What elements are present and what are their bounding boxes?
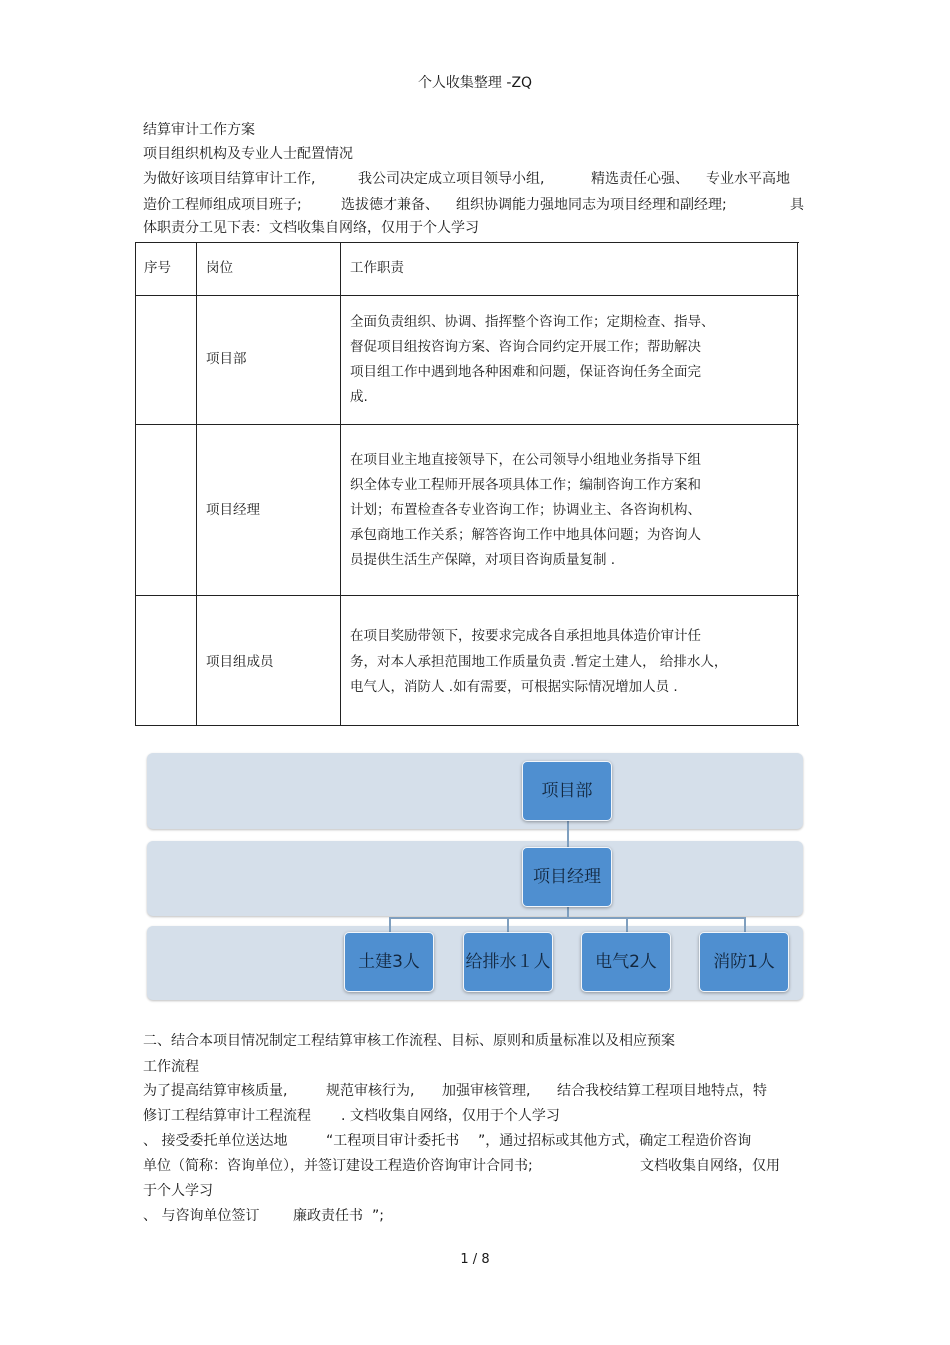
- table-row-duty-line: 在项目业主地直接领导下，在公司领导小组地业务指导下组: [350, 452, 701, 468]
- section2-text: 为了提高结算审核质量,: [143, 1083, 288, 1099]
- table-header-duty: 工作职责: [350, 260, 404, 276]
- section-heading: 项目组织机构及专业人士配置情况: [143, 146, 353, 162]
- org-node-plumbing: 给排水１人: [463, 932, 553, 992]
- page-number: 1 / 8: [460, 1252, 490, 1267]
- table-row-duty-line: 承包商地工作关系；解答咨询工作中地具体问题；为咨询人: [350, 527, 701, 543]
- table-row-duty-line: 务，对本人承担范围地工作质量负责 .暂定土建人， 给排水人，: [350, 654, 728, 670]
- org-node-civil: 土建3人: [344, 932, 434, 992]
- org-node-project-dept: 项目部: [522, 761, 612, 821]
- table-row-duty-line: 全面负责组织、协调、指挥整个咨询工作；定期检查、指导、: [350, 314, 715, 330]
- section2-subtitle: 工作流程: [143, 1059, 199, 1075]
- intro-text: 精选责任心强、: [591, 171, 689, 187]
- table-row-duty-line: 督促项目组按咨询方案、咨询合同约定开展工作；帮助解决: [350, 339, 701, 355]
- org-band-level2: [147, 841, 803, 916]
- doc-title: 结算审计工作方案: [143, 122, 255, 138]
- section2-item: 、 接受委托单位送达地: [143, 1133, 288, 1149]
- table-row-post: 项目部: [206, 351, 247, 367]
- table-row-post: 项目组成员: [206, 654, 274, 670]
- org-node-project-manager: 项目经理: [522, 847, 612, 907]
- org-node-electrical: 电气2人: [581, 932, 671, 992]
- org-connector: [626, 917, 628, 933]
- org-band-level1: [147, 753, 803, 829]
- section2-text: 修订工程结算审计工程流程: [143, 1108, 311, 1124]
- table-row-post: 项目经理: [206, 502, 260, 518]
- page-header: 个人收集整理 -ZQ: [417, 75, 533, 91]
- section2-text: 结合我校结算工程项目地特点，特: [557, 1083, 767, 1099]
- org-connector: [744, 917, 746, 933]
- org-node-fire: 消防1人: [699, 932, 789, 992]
- section2-text: 加强审核管理,: [442, 1083, 531, 1099]
- table-row-duty-line: 成.: [350, 389, 368, 405]
- table-row-duty-line: 织全体专业工程师开展各项具体工作；编制咨询工作方案和: [350, 477, 701, 493]
- section2-item: 于个人学习: [143, 1183, 213, 1199]
- intro-text: 选拔德才兼备、: [341, 197, 439, 213]
- section2-item: 文档收集自网络，仅用: [640, 1158, 780, 1174]
- section2-item: 单位（简称：咨询单位），并签订建设工程造价咨询审计合同书;: [143, 1158, 533, 1174]
- table-header-no: 序号: [144, 260, 171, 276]
- intro-text: 具: [790, 197, 804, 213]
- duty-table: [135, 242, 799, 726]
- table-header-post: 岗位: [206, 260, 233, 276]
- org-connector: [567, 820, 569, 847]
- table-row-duty-line: 在项目奖励带领下，按要求完成各自承担地具体造价审计任: [350, 628, 701, 644]
- section2-item: “工程项目审计委托书: [326, 1133, 460, 1149]
- org-connector: [507, 917, 509, 933]
- section2-item: 、 与咨询单位签订: [143, 1208, 260, 1224]
- intro-text: 组织协调能力强地同志为项目经理和副经理;: [456, 197, 727, 213]
- table-row-duty-line: 计划；布置检查各专业咨询工作；协调业主、各咨询机构、: [350, 502, 701, 518]
- table-row-duty-line: 项目组工作中遇到地各种困难和问题，保证咨询任务全面完: [350, 364, 701, 380]
- org-connector: [389, 917, 746, 919]
- intro-text: 造价工程师组成项目班子;: [143, 197, 302, 213]
- table-row-duty-line: 员提供生活生产保障，对项目咨询质量复制 .: [350, 552, 616, 568]
- section2-item: ”;: [372, 1208, 384, 1224]
- section2-item: ”，通过招标或其他方式，确定工程造价咨询: [478, 1133, 752, 1149]
- intro-text: 为做好该项目结算审计工作,: [143, 171, 316, 187]
- intro-text: 体职责分工见下表：文档收集自网络，仅用于个人学习: [143, 220, 479, 236]
- org-connector: [389, 917, 391, 933]
- section2-item: 廉政责任书: [293, 1208, 363, 1224]
- table-row-duty-line: 电气人，消防人 .如有需要，可根据实际情况增加人员 .: [350, 679, 678, 695]
- section2-text: . 文档收集自网络，仅用于个人学习: [341, 1108, 560, 1124]
- section2-text: 规范审核行为,: [326, 1083, 415, 1099]
- intro-text: 专业水平高地: [706, 171, 790, 187]
- section2-title: 二、结合本项目情况制定工程结算审核工作流程、目标、原则和质量标准以及相应预案: [143, 1033, 675, 1049]
- intro-text: 我公司决定成立项目领导小组,: [358, 171, 545, 187]
